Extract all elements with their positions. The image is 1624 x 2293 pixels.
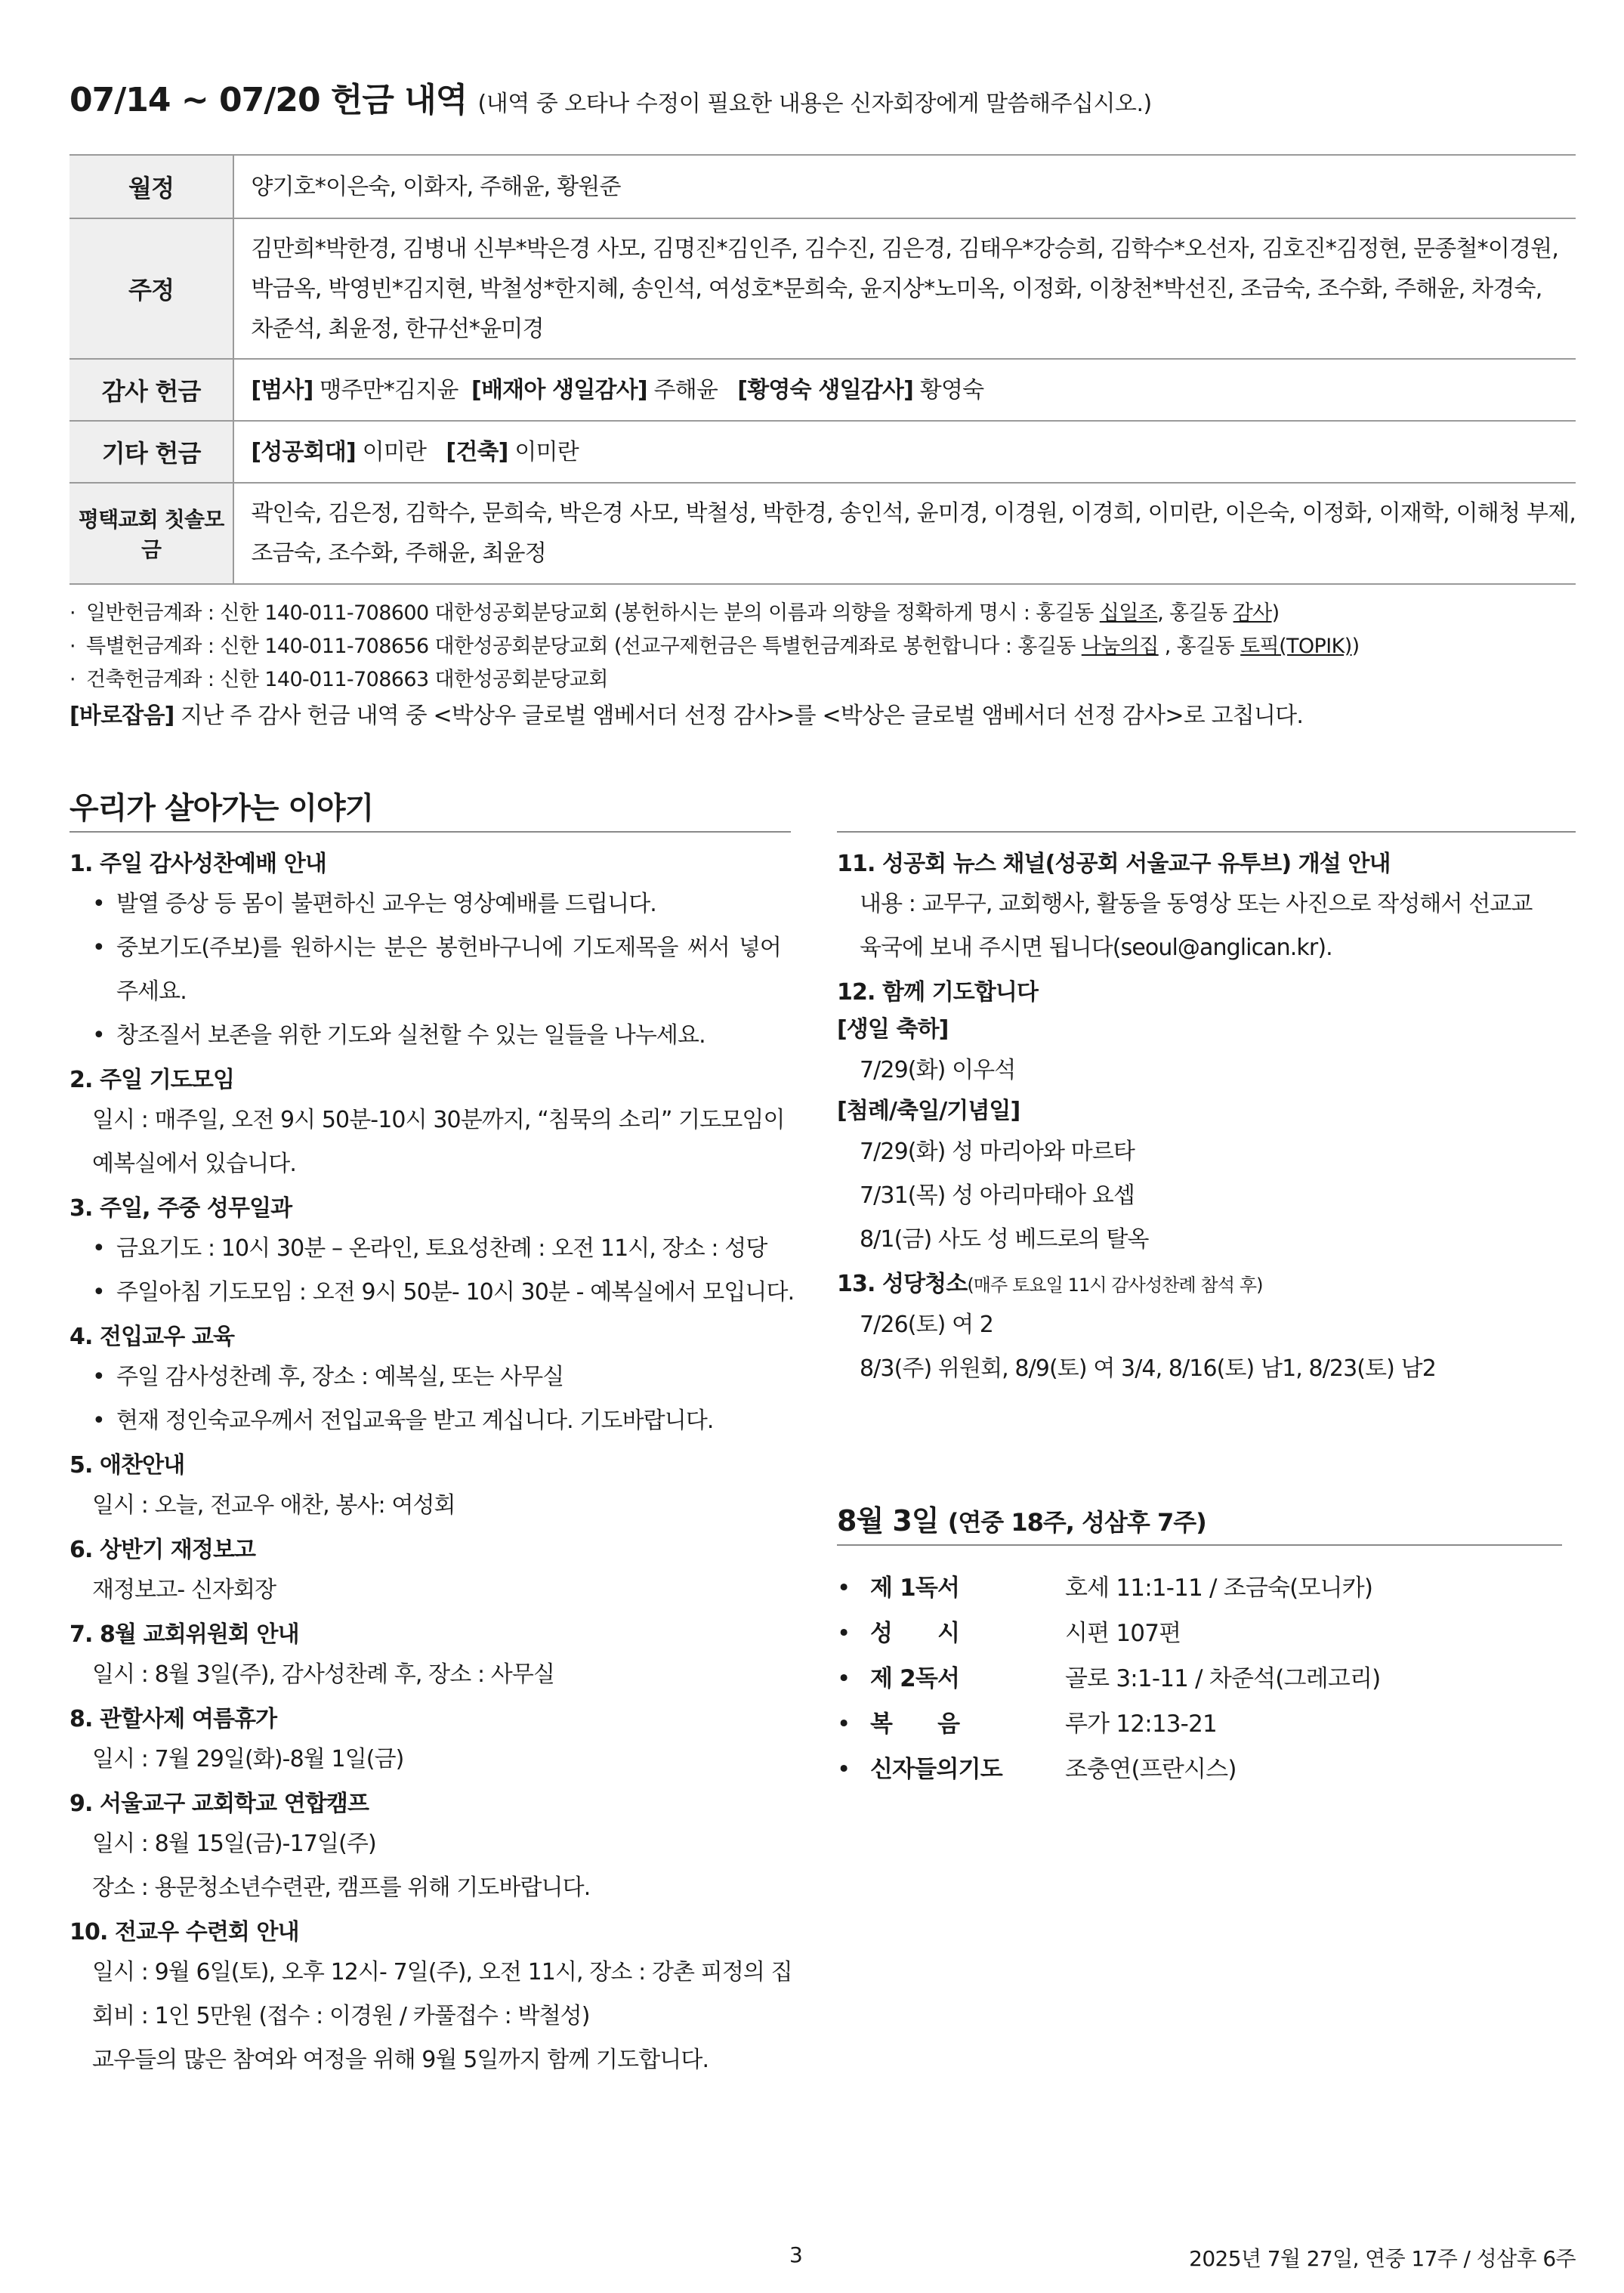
account-text: 건축헌금계좌 : 신한 140-011-708663 대한성공회분당교회: [86, 668, 608, 691]
item-line: 일시 : 9월 6일(토), 오후 12시- 7일(주), 오전 11시, 장소 : 강촌 피정의 집: [92, 1959, 792, 1986]
offering-names: 황영숙: [919, 376, 984, 403]
correction-note: [69, 700, 1576, 733]
left-column: [69, 846, 795, 2087]
news-item: [837, 1266, 1576, 1391]
item-title: 4. 전입교우 교육: [69, 1324, 235, 1350]
table-row: [69, 155, 1576, 218]
table-row: [69, 421, 1576, 483]
bullet-line: • 현재 정인숙교우께서 전입교육을 받고 계십니다. 기도바랍니다.: [69, 1399, 795, 1443]
offering-note: (내역 중 오타나 수정이 필요한 내용은 신자회장에게 말씀해주십시오.): [477, 91, 1152, 117]
news-item: [69, 846, 795, 1058]
row-label: 평택교회 칫솔모금: [69, 483, 233, 584]
readings-subtitle: (연중 18주, 성삼후 7주): [947, 1508, 1206, 1537]
offering-tag: [범사]: [251, 376, 313, 403]
item-line: 예복실에서 있습니다.: [92, 1151, 296, 1177]
news-item: [69, 1191, 795, 1315]
news-item: [837, 846, 1576, 970]
divider: [837, 831, 1576, 833]
news-item: [69, 1062, 795, 1186]
row-label: 주정: [69, 218, 233, 359]
bullet-line: • 중보기도(주보)를 원하시는 분은 봉헌바구니에 기도제목을 써서 넣어 주세요.: [69, 926, 781, 1014]
item-title-text: 13. 성당청소: [837, 1271, 968, 1297]
readings-title: 8월 3일: [837, 1504, 939, 1537]
anniversary-label: [첨례/축일/기념일]: [837, 1098, 1020, 1124]
item-title: [837, 1266, 1576, 1303]
anniversary-line: 8/1(금) 사도 성 베드로의 탈옥: [860, 1226, 1149, 1253]
offering-tag: [황영숙 생일감사]: [737, 376, 914, 403]
row-label: 월정: [69, 155, 233, 218]
building-account: · 건축헌금계좌 : 신한 140-011-708663 대한성공회분당교회: [69, 668, 608, 691]
item-line: 회비 : 1인 5만원 (접수 : 이경원 / 카풀접수 : 박철성): [92, 2003, 590, 2029]
page-number: 3: [789, 2242, 803, 2267]
reading-value: 조충연(프란시스): [1065, 1756, 1237, 1783]
bullet-line: • 발열 증상 등 몸이 불편하신 교우는 영상예배를 드립니다.: [69, 882, 795, 926]
correction-tag: [바로잡음]: [69, 703, 174, 729]
reading-value: 호세 11:1-11 / 조금숙(모니카): [1065, 1575, 1373, 1602]
news-item: [69, 1532, 795, 1612]
general-account: · 일반헌금계좌 : 신한 140-011-708600 대한성공회분당교회 (봉헌하시는 분의 이름과 의향을 정확하게 명시 : 홍길동 십일조, 홍길동 감사): [69, 601, 1280, 625]
row-line: 곽인숙, 김은정, 김학수, 문희숙, 박은경 사모, 박철성, 박한경, 송인석, 윤미경, 이경원, 이경희, 이미란, 이은숙, 이정화, 이재학, 이해청 부제,: [251, 500, 1576, 527]
offering-tag: [건축]: [446, 438, 508, 465]
reading-label: 성 시: [870, 1620, 960, 1647]
row-value: [233, 483, 1576, 584]
item-title: 2. 주일 기도모임: [69, 1067, 235, 1093]
row-line: 박금옥, 박영빈*김지현, 박철성*한지혜, 송인석, 여성호*문희숙, 윤지상*노미옥, 이정화, 이창천*박선진, 조금숙, 조수화, 주해윤, 차경숙,: [251, 275, 1542, 302]
reading-label: 복 음: [870, 1710, 960, 1738]
item-title: 5. 애찬안내: [69, 1452, 185, 1479]
item-line: 재정보고- 신자회장: [92, 1577, 276, 1603]
readings-header: [837, 1497, 1206, 1539]
account-text: 일반헌금계좌 : 신한 140-011-708600 대한성공회분당교회 (봉헌하시는 분의 이름과 의향을 정확하게 명시 : 홍길동: [86, 601, 1100, 625]
offering-tag: [성공회대]: [251, 438, 356, 465]
item-title: 10. 전교우 수련회 안내: [69, 1919, 299, 1945]
row-label: 기타 헌금: [69, 421, 233, 483]
row-line: 조금숙, 조수화, 주해윤, 최윤정: [251, 540, 546, 567]
offering-names: 이미란: [362, 438, 427, 465]
item-title-note: (매주 토요일 11시 감사성찬례 참석 후): [967, 1275, 1263, 1296]
item-title: 7. 8월 교회위원회 안내: [69, 1621, 299, 1648]
reading-label: 신자들의기도: [870, 1756, 1002, 1783]
item-line: 일시 : 매주일, 오전 9시 50분-10시 30분까지, “침묵의 소리” 기도모임이: [92, 1107, 785, 1133]
reading-label: 제 1독서: [870, 1575, 960, 1602]
offering-names: 이미란: [514, 438, 579, 465]
item-line: 일시 : 8월 3일(주), 감사성찬례 후, 장소 : 사무실: [92, 1661, 555, 1688]
account-text: ): [1351, 635, 1360, 658]
reading-label: 제 2독서: [870, 1665, 960, 1692]
item-line: 일시 : 8월 15일(금)-17일(주): [92, 1831, 376, 1857]
divider: [69, 831, 791, 833]
item-line: 내용 : 교무구, 교회행사, 활동을 동영상 또는 사진으로 작성해서 선교교: [860, 891, 1533, 917]
table-row: [69, 218, 1576, 359]
bullet-line: • 금요기도 : 10시 30분 – 온라인, 토요성찬례 : 오전 11시, 장소 : 성당: [69, 1227, 795, 1271]
item-title: 9. 서울교구 교회학교 연합캠프: [69, 1791, 369, 1817]
offering-names: 맹주만*김지윤: [320, 376, 458, 403]
row-label: 감사 헌금: [69, 359, 233, 421]
item-title: 12. 함께 기도합니다: [837, 979, 1039, 1006]
correction-text: 지난 주 감사 헌금 내역 중 <박상우 글로벌 앰베서더 선정 감사>를 <박상은 글로벌 앰베서더 선정 감사>로 고칩니다.: [174, 703, 1304, 729]
news-section-title: 우리가 살아가는 이야기: [69, 791, 374, 826]
bullet-line: • 주일아침 기도모임 : 오전 9시 50분- 10시 30분 - 예복실에서 모입니다.: [69, 1271, 795, 1315]
offering-title: 07/14 ~ 07/20 헌금 내역: [69, 81, 468, 119]
news-item: [69, 1914, 795, 2082]
account-text: , 홍길동: [1157, 601, 1233, 625]
right-column: [837, 846, 1576, 1395]
offering-header: [69, 73, 1152, 121]
footer-date: 2025년 7월 27일, 연중 17주 / 성삼후 6주: [1189, 2246, 1576, 2271]
table-row: [69, 359, 1576, 421]
divider: [837, 1544, 1562, 1546]
account-text: , 홍길동: [1158, 635, 1241, 658]
anniversary-line: 7/29(화) 성 마리아와 마르타: [860, 1139, 1135, 1165]
account-notes: [69, 597, 1576, 733]
item-line: 육국에 보내 주시면 됩니다(seoul@anglican.kr).: [860, 935, 1332, 961]
account-text: 특별헌금계좌 : 신한 140-011-708656 대한성공회분당교회 (선교구제헌금은 특별헌금계좌로 봉헌합니다 : 홍길동: [86, 635, 1082, 658]
table-row: [69, 483, 1576, 584]
item-line: 일시 : 오늘, 전교우 애찬, 봉사: 여성회: [92, 1492, 455, 1519]
news-item: [69, 1319, 795, 1443]
row-value: [233, 359, 1576, 421]
row-value: [233, 421, 1576, 483]
item-line: 7/26(토) 여 2: [860, 1312, 993, 1338]
row-line: 차준석, 최윤정, 한규선*윤미경: [251, 315, 544, 342]
underlined-text: 토픽(TOPIK): [1240, 635, 1352, 658]
offering-table: [69, 154, 1576, 585]
underlined-text: 나눔의집: [1081, 635, 1159, 658]
item-line: 장소 : 용문청소년수련관, 캠프를 위해 기도바랍니다.: [92, 1874, 591, 1901]
row-value: 양기호*이은숙, 이화자, 주해윤, 황원준: [233, 155, 1576, 218]
item-line: 8/3(주) 위원회, 8/9(토) 여 3/4, 8/16(토) 남1, 8/23(토) 남2: [860, 1355, 1436, 1382]
news-item: [69, 1617, 795, 1697]
reading-value: 골로 3:1-11 / 차준석(그레고리): [1065, 1665, 1381, 1692]
item-title: 6. 상반기 재정보고: [69, 1537, 256, 1563]
special-account: · 특별헌금계좌 : 신한 140-011-708656 대한성공회분당교회 (선교구제헌금은 특별헌금계좌로 봉헌합니다 : 홍길동 나눔의집 , 홍길동 토픽(TOPIK)): [69, 635, 1360, 658]
news-item: [69, 1448, 795, 1528]
news-item: [69, 1786, 795, 1910]
item-title: 8. 관할사제 여름휴가: [69, 1706, 277, 1732]
item-line: 교우들의 많은 참여와 여정을 위해 9월 5일까지 함께 기도합니다.: [92, 2047, 709, 2073]
bullet-line: • 주일 감사성찬례 후, 장소 : 예복실, 또는 사무실: [69, 1355, 795, 1399]
anniversary-line: 7/31(목) 성 아리마태아 요셉: [860, 1182, 1135, 1209]
birthday-label: [생일 축하]: [837, 1016, 949, 1043]
account-text: ): [1271, 601, 1280, 625]
row-value: [233, 218, 1576, 359]
birthday-line: 7/29(화) 이우석: [860, 1057, 1016, 1083]
item-title: 3. 주일, 주중 성무일과: [69, 1195, 292, 1222]
item-title: 11. 성공회 뉴스 채널(성공회 서울교구 유투브) 개설 안내: [837, 851, 1391, 877]
bulletin-page: 07/14 ~ 07/20 헌금 내역 (내역 중 오타나 수정이 필요한 내용은 신자회장에게 말씀해주십시오.) 월정 양기호*이은숙, 이화자, 주해윤, 황원준 주정 김만희*박한경, 김병내 신부*박은경 사모, 김명진*김인주, 김수진, 김은경, 김태우*강승희, 김학수*오선자, 김호진*김정현, 문종철*이경원, 박금옥, 박영빈*김지현, 박철성*한지혜, 송인석, 여성호*문희숙, 윤지상*노미옥, 이정화, 이창천*박선진, 조금숙, 조수화, 주해윤, 차경숙, 차준석, 최윤정, 한규선*윤미경 감사 헌금 [범사] 맹주만*김지윤 [배재아 생일감사] 주해윤 [황영숙 생일감사] 황영숙 기타 헌금 [성공회대] 이미란 [건축] 이미란 평택교회 칫솔모금 곽인숙, 김은정, 김학수, 문희숙, 박은경 사모, 박철성, 박한경, 송인석, 윤미경, 이경원, 이경희, 이미란, 이은숙, 이정화, 이재학, 이해청 부제, 조금숙, 조수화, 주해윤, 최윤정 · 일반헌금계좌 : 신한 140-011-708600 대한성공회분당교회 (봉헌하시는 분의 이름과 의향을 정확하게 명시 : 홍길동 십일조, 홍길동 감사) · 특별헌금계좌 : 신한 140-011-708656 대한성공회분당교회 (선교구제헌금은 특별헌금계좌로 봉헌합니다 : 홍길동 나눔의집 , 홍길동 토픽(TOPIK)) · 건축헌금계좌 : 신한 140-011-708663 대한성공회분당교회 [바로잡음] 지난 주 감사 헌금 내역 중 <박상우 글로벌 앰베서더 선정 감사>를 <박상은 글로벌 앰베서더 선정 감사>로 고칩니다. 우리가 살아가는 이야기 1. 주일 감사성찬예배 안내 • 발열 증상 등 몸이 불편하신 교우는 영상예배를 드립니다. • 중보기도(주보)를 원하시는 분은 봉헌바구니에 기도제목을 써서 넣어 주세요. • 창조질서 보존을 위한 기도와 실천할 수 있는 일들을 나누세요. 2. 주일 기도모임 일시 : 매주일, 오전 9시 50분-10시 30분까지, “침묵의 소리” 기도모임이 예복실에서 있습니다. 3. 주일, 주중 성무일과 • 금요기도 : 10시 30분 – 온라인, 토요성찬례 : 오전 11시, 장소 : 성당 • 주일아침 기도모임 : 오전 9시 50분- 10시 30분 - 예복실에서 모입니다. 4. 전입교우 교육 • 주일 감사성찬례 후, 장소 : 예복실, 또는 사무실 • 현재 정인숙교우께서 전입교육을 받고 계십니다. 기도바랍니다. 5. 애찬안내 일시 : 오늘, 전교우 애찬, 봉사: 여성회 6. 상반기 재정보고 재정보고- 신자회장 7. 8월 교회위원회 안내 일시 : 8월 3일(주), 감사성찬례 후, 장소 : 사무실 8. 관할사제 여름휴가 일시 : 7월 29일(화)-8월 1일(금) 9. 서울교구 교회학교 연합캠프 일시 : 8월 15일(금)-17일(주) 장소 : 용문청소년수련관, 캠프를 위해 기도바랍니다. 10. 전교우 수련회 안내 일시 : 9월 6일(토), 오후 12시- 7일(주), 오전 11시, 장소 : 강촌 피정의 집 회비 : 1인 5만원 (접수 : 이경원 / 카풀접수 : 박철성) 교우들의 많은 참여와 여정을 위해 9월 5일까지 함께 기도합니다. 11. 성공회 뉴스 채널(성공회 서울교구 유투브) 개설 안내 내용 : 교무구, 교회행사, 활동을 동영상 또는 사진으로 작성해서 선교교 육국에 보내 주시면 됩니다(seoul@anglican.kr). 12. 함께 기도합니다 [생일 축하] 7/29(화) 이우석 [첨례/축일/기념일] 7/29(화) 성 마리아와 마르타 7/31(목) 성 아리마태아 요셉 8/1(금) 사도 성 베드로의 탈옥 13. 성당청소(매주 토요일 11시 감사성찬례 참석 후) 7/26(토) 여 2 8/3(주) 위원회, 8/9(토) 여 3/4, 8/16(토) 남1, 8/23(토) 남2 8월 3일 (연중 18주, 성삼후 7주) • 제 1독서 호세 11:1-11 / 조금숙(모니카) • 성 시 시편 107편 • 제 2독서 골로 3:1-11 / 차준석(그레고리) • 복 음 루가 12:13-21 • 신자들의기도 조충연(프란시스) 3 2025년 7월 27일, 연중 17주 / 성삼후 6주: [0, 0, 1624, 2293]
reading-value: 루가 12:13-21: [1065, 1710, 1217, 1738]
news-item: [69, 1701, 795, 1782]
reading-value: 시편 107편: [1065, 1620, 1181, 1647]
offering-names: 주해윤: [653, 376, 718, 403]
news-item: [837, 975, 1576, 1262]
underlined-text: 감사: [1233, 601, 1272, 625]
item-title: 1. 주일 감사성찬예배 안내: [69, 851, 326, 877]
row-line: 김만희*박한경, 김병내 신부*박은경 사모, 김명진*김인주, 김수진, 김은경, 김태우*강승희, 김학수*오선자, 김호진*김정현, 문종철*이경원,: [251, 235, 1559, 262]
item-line: 일시 : 7월 29일(화)-8월 1일(금): [92, 1746, 404, 1772]
bullet-line: • 창조질서 보존을 위한 기도와 실천할 수 있는 일들을 나누세요.: [69, 1014, 795, 1058]
offering-tag: [배재아 생일감사]: [471, 376, 647, 403]
underlined-text: 십일조: [1099, 601, 1158, 625]
